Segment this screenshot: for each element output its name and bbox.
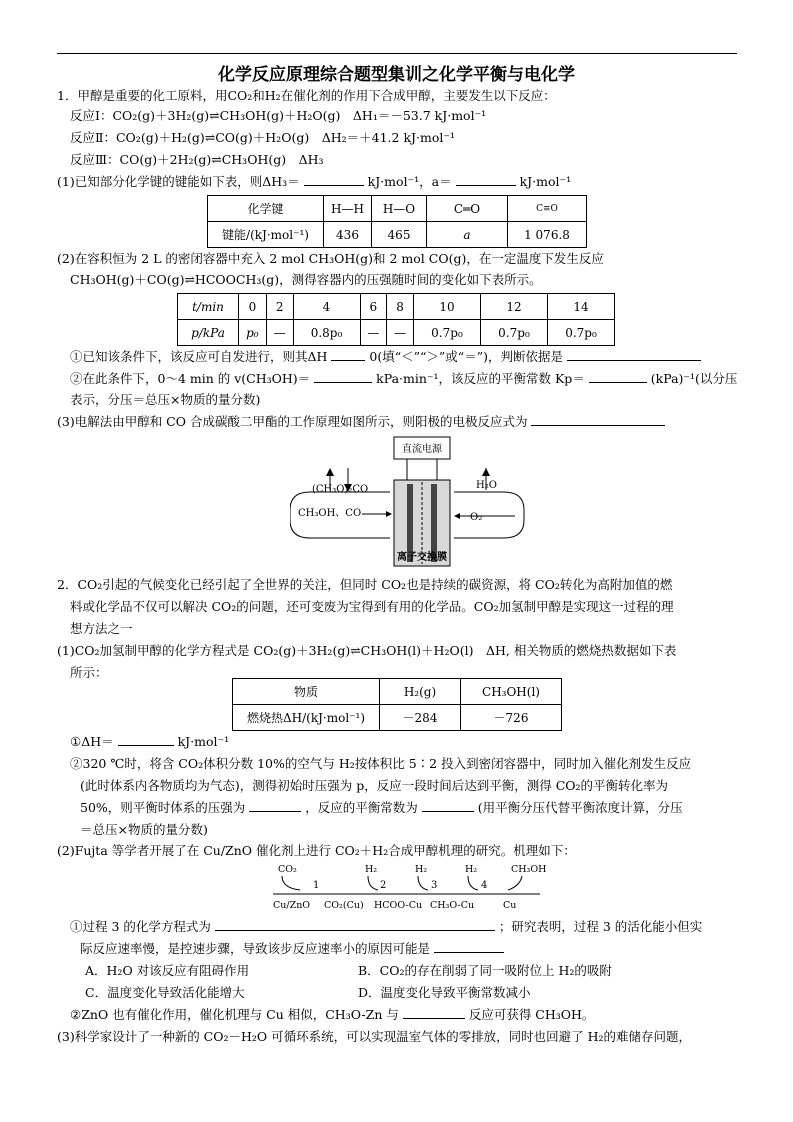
table-cell: 6 xyxy=(360,294,387,320)
answer-blank-step3-equation[interactable] xyxy=(215,918,495,931)
q2-sub1 xyxy=(70,733,229,751)
q1-part1 xyxy=(57,173,571,191)
table-cell: 465 xyxy=(372,222,427,248)
mechanism-species: CH₃O-Cu xyxy=(430,900,475,911)
answer-blank-reason-choice[interactable] xyxy=(434,940,504,953)
cathode xyxy=(431,484,437,562)
table-header: H₂(g) xyxy=(380,679,461,705)
reactant-right-label: O₂ xyxy=(470,512,483,523)
mechanism-species: CO₂(Cu) xyxy=(324,900,364,911)
table-header: 物质 xyxy=(233,679,380,705)
answer-blank-kp[interactable] xyxy=(589,370,647,383)
table-cell: 2 xyxy=(266,294,293,320)
arrowhead xyxy=(454,513,460,519)
table-header: C═O xyxy=(427,196,508,222)
answer-blank-dh3[interactable] xyxy=(304,173,364,186)
table-row-label: t/min xyxy=(178,294,239,320)
q1-part3 xyxy=(57,413,665,431)
q2-mech-text-b: ；研究表明，过程 3 的活化能小但实 xyxy=(498,919,703,934)
q1-sub1 xyxy=(70,348,701,366)
mechanism-label: H₂ xyxy=(365,864,378,875)
q2-stem-2: 料或化学品不仅可以解决 CO₂的问题，还可变废为宝得到有用的化学品。CO₂加氢制甲醇是实现这一过程的理 xyxy=(70,599,674,614)
q2-sub2-1: ②320 ℃时，将含 CO₂体积分数 10%的空气与 H₂按体积比 5∶2 投入到密闭容器中，同时加入催化剂发生反应 xyxy=(70,756,692,771)
answer-blank-k[interactable] xyxy=(422,799,474,812)
step-number: 4 xyxy=(481,880,488,891)
q2-sub2-text-c: (用平衡分压代替平衡浓度计算，分压 xyxy=(477,800,683,815)
table-cell: 4 xyxy=(293,294,360,320)
q2-mech-2 xyxy=(80,940,504,958)
step-arrow xyxy=(282,876,300,890)
option-a[interactable]: A．H₂O 对该反应有阻碍作用 xyxy=(85,963,250,978)
answer-blank-rate[interactable] xyxy=(314,370,372,383)
answer-blank-a[interactable] xyxy=(456,173,516,186)
q2-part2: (2)Fujta 等学者开展了在 Cu/ZnO 催化剂上进行 CO₂＋H₂合成甲醇机理的研究。机理如下： xyxy=(57,843,576,858)
table-cell: 0.7p₀ xyxy=(547,320,614,346)
wire-left xyxy=(407,459,413,480)
answer-blank-pressure[interactable] xyxy=(249,799,301,812)
table-header: H—H xyxy=(324,196,372,222)
table-cell: －284 xyxy=(380,705,461,731)
arrowhead xyxy=(482,468,490,476)
q1-reaction-3: 反应Ⅲ：CO(g)＋2H₂(g)⇌CH₃OH(g) ΔH₃ xyxy=(70,152,324,167)
pressure-time-table xyxy=(177,293,615,346)
answer-blank-zn-reactant[interactable] xyxy=(403,1006,465,1019)
table-cell: －726 xyxy=(461,705,562,731)
table-cell: 14 xyxy=(547,294,614,320)
q2-stem-1: 2．CO₂引起的气候变化已经引起了全世界的关注，但同时 CO₂也是持续的碳资源，将 CO₂转化为高附加值的燃 xyxy=(57,577,673,592)
combustion-heat-table xyxy=(232,678,562,731)
answer-blank-reason[interactable] xyxy=(567,348,701,361)
q1-sub2-text-a: ②在此条件下，0～4 min 的 v(CH₃OH)＝ xyxy=(70,371,311,386)
q2-part1-1: (1)CO₂加氢制甲醇的化学方程式是 CO₂(g)＋3H₂(g)⇌CH₃OH(l)＋H₂O(l) ΔH, 相关物质的燃烧热数据如下表 xyxy=(57,643,677,658)
power-supply-label: 直流电源 xyxy=(402,444,442,455)
q1-reaction-1: 反应Ⅰ：CO₂(g)＋3H₂(g)⇌CH₃OH(g)＋H₂O(g) ΔH₁＝－53.7 kJ·mol⁻¹ xyxy=(70,108,487,123)
q2-sub1-text-b: kJ·mol⁻¹ xyxy=(177,734,230,749)
step-number: 1 xyxy=(313,880,320,891)
mechanism-species: Cu/ZnO xyxy=(273,900,311,911)
step-arrow xyxy=(418,876,428,890)
option-c[interactable]: C．温度变化导致活化能增大 xyxy=(85,985,245,1000)
q1-sub1-text-a: ①已知该条件下，该反应可自发进行，则其ΔH xyxy=(70,349,328,364)
q1-reaction-2: 反应Ⅱ：CO₂(g)＋H₂(g)⇌CO(g)＋H₂O(g) ΔH₂＝＋41.2 kJ·mol⁻¹ xyxy=(70,130,455,145)
bond-energy-table xyxy=(207,195,587,248)
table-row-label: 键能/(kJ·mol⁻¹) xyxy=(208,222,324,248)
anode xyxy=(407,484,413,562)
table-cell: 436 xyxy=(324,222,372,248)
q1-part1-text-c: kJ·mol⁻¹ xyxy=(519,174,572,189)
table-header: C≡O xyxy=(508,196,587,222)
q1-sub2 xyxy=(70,370,737,388)
step-arrow xyxy=(368,876,378,890)
top-rule xyxy=(57,53,737,54)
table-header: CH₃OH(l) xyxy=(461,679,562,705)
mechanism-diagram xyxy=(268,858,568,912)
q2-mech-text-a: ①过程 3 的化学方程式为 xyxy=(70,919,211,934)
option-d[interactable]: D．温度变化导致平衡常数减小 xyxy=(358,985,531,1000)
table-cell: 0.7p₀ xyxy=(413,320,480,346)
q2-sub2-3 xyxy=(80,799,683,817)
page-title: 化学反应原理综合题型集训之化学平衡与电化学 xyxy=(218,65,575,85)
option-b[interactable]: B．CO₂的存在削弱了同一吸附位上 H₂的吸附 xyxy=(358,963,612,978)
q1-sub1-text-b: 0(填“＜”“＞”或“＝”)，判断依据是 xyxy=(369,349,563,364)
table-cell: — xyxy=(360,320,387,346)
q2-mech-text-e: 反应可获得 CH₃OH。 xyxy=(468,1007,595,1022)
product-right-label: H₂O xyxy=(476,480,497,491)
mechanism-species: HCOO-Cu xyxy=(374,900,423,911)
table-cell: 12 xyxy=(480,294,547,320)
q1-part1-text-a: (1)已知部分化学键的键能如下表，则ΔH₃＝ xyxy=(57,174,300,189)
table-cell: — xyxy=(387,320,414,346)
mechanism-label: H₂ xyxy=(465,864,478,875)
q2-sub1-text-a: ①ΔH＝ xyxy=(70,734,114,749)
answer-blank-anode[interactable] xyxy=(531,413,665,426)
q1-stem: 1．甲醇是重要的化工原料，用CO₂和H₂在催化剂的作用下合成甲醇，主要发生以下反应： xyxy=(57,88,556,103)
mechanism-species: Cu xyxy=(503,900,517,911)
q1-sub2-line2: 表示，分压＝总压×物质的量分数) xyxy=(70,392,261,407)
step-number: 3 xyxy=(431,880,438,891)
q2-mech-1 xyxy=(70,918,702,936)
table-row-label: p/kPa xyxy=(178,320,239,346)
table-header: 化学键 xyxy=(208,196,324,222)
table-header: H—O xyxy=(372,196,427,222)
mechanism-label: CH₃OH xyxy=(511,864,547,875)
table-cell: 1 076.8 xyxy=(508,222,587,248)
electrolysis-diagram xyxy=(290,432,525,572)
q2-part3: (3)科学家设计了一种新的 CO₂－H₂O 可循环系统，可以实现温室气体的零排放，同时也回避了 H₂的难储存问题， xyxy=(57,1029,692,1044)
q2-part1-2: 所示： xyxy=(70,665,108,680)
table-cell: 8 xyxy=(387,294,414,320)
answer-blank-dh[interactable] xyxy=(118,733,174,746)
table-cell: — xyxy=(266,320,293,346)
q2-sub2-2: (此时体系内各物质均为气态)，测得初始时压强为 p，反应一段时间后达到平衡，测得 CO₂的平衡转化率为 xyxy=(80,778,669,793)
table-cell: 0 xyxy=(239,294,267,320)
mechanism-label: H₂ xyxy=(415,864,428,875)
q2-sub2-4: ＝总压×物质的量分数) xyxy=(80,822,208,837)
q2-sub2-text-b: ，反应的平衡常数为 xyxy=(305,800,418,815)
q2-mech-text-d: ②ZnO 也有催化作用，催化机理与 Cu 相似，CH₃O-Zn 与 xyxy=(70,1007,399,1022)
step-arrow xyxy=(468,876,478,890)
table-cell: 0.8p₀ xyxy=(293,320,360,346)
mechanism-label: CO₂ xyxy=(278,864,297,875)
table-cell: 10 xyxy=(413,294,480,320)
reactant-left-label: CH₃OH、CO xyxy=(298,508,362,519)
step-number: 2 xyxy=(380,880,387,891)
step-arrow xyxy=(508,876,522,890)
cell-right-wall xyxy=(454,492,524,538)
table-cell: 0.7p₀ xyxy=(480,320,547,346)
q1-part3-text: (3)电解法由甲醇和 CO 合成碳酸二甲酯的工作原理如图所示，则阳极的电极反应式为 xyxy=(57,414,528,429)
table-row-label: 燃烧热ΔH/(kJ·mol⁻¹) xyxy=(233,705,380,731)
wire-right xyxy=(431,459,437,480)
product-left-label: (CH₃O)₂CO xyxy=(312,484,369,495)
q1-sub2-text-b: kPa·min⁻¹，该反应的平衡常数 Kp＝ xyxy=(376,371,585,386)
q1-part2-line1: (2)在容积恒为 2 L 的密闭容器中充入 2 mol CH₃OH(g)和 2 mol CO(g)，在一定温度下发生反应 xyxy=(57,251,604,266)
q1-part2-line2: CH₃OH(g)＋CO(g)⇌HCOOCH₃(g)，测得容器内的压强随时间的变化如下表所示。 xyxy=(70,272,542,287)
arrowhead xyxy=(386,511,392,517)
table-cell: p₀ xyxy=(239,320,267,346)
answer-blank-dh-sign[interactable] xyxy=(331,348,365,361)
q2-sub2-text-a: 50%，则平衡时体系的压强为 xyxy=(80,800,246,815)
q2-mech-text-c: 际反应速率慢，是控速步骤，导致该步反应速率小的原因可能是 xyxy=(80,941,431,956)
arrowhead xyxy=(326,468,334,476)
q1-sub2-text-c: (kPa)⁻¹(以分压 xyxy=(650,371,738,386)
membrane-label: 离子交换膜 xyxy=(397,552,447,563)
table-cell: a xyxy=(427,222,508,248)
q2-mech-3 xyxy=(70,1006,594,1024)
q1-part1-text-b: kJ·mol⁻¹，a＝ xyxy=(367,174,452,189)
q2-stem-3: 想方法之一 xyxy=(70,621,133,636)
